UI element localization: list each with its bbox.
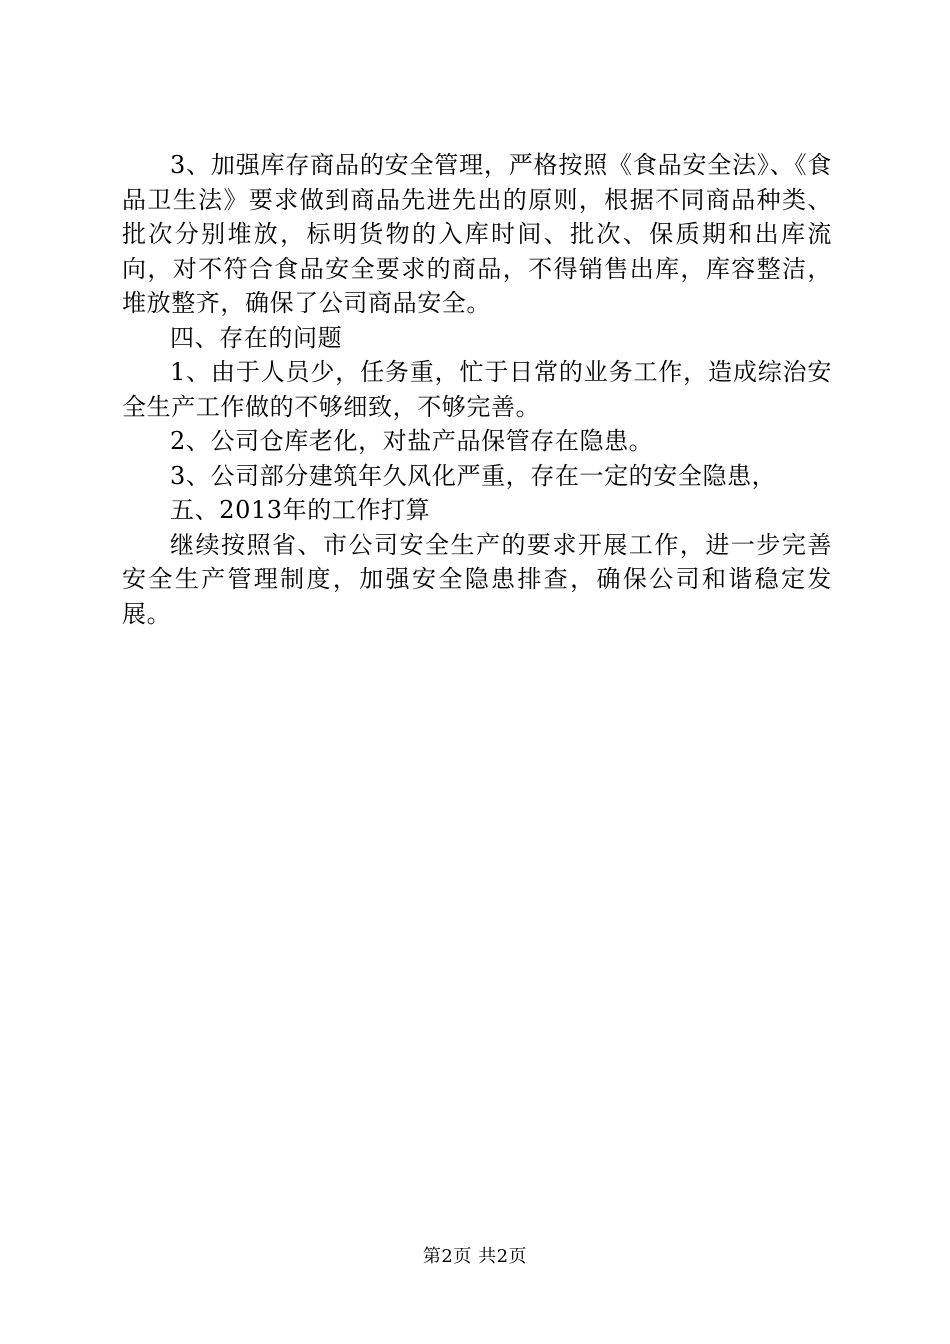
heading-work-plan: 五、2013年的工作打算 — [170, 496, 431, 524]
page-number-footer: 第2页 共2页 — [422, 1246, 528, 1267]
heading-existing-problems: 四、存在的问题 — [170, 323, 343, 352]
document-body — [122, 148, 832, 631]
paragraph-storage-safety: 3、加强库存商品的安全管理，严格按照《食品安全法》、《食品卫生法》要求做到商品先进先出的原则，根据不同商品种类、批次分别堆放，标明货物的入库时间、批次、保质期和出库流向，对不符合食品安全要求的商品，不得销售出库，库容整洁，堆放整齐，确保了公司商品安全。 — [122, 151, 832, 317]
paragraph-problem-3: 3、公司部分建筑年久风化严重，存在一定的安全隐患， — [170, 461, 777, 490]
paragraph-problem-2: 2、公司仓库老化，对盐产品保管存在隐患。 — [170, 427, 654, 455]
paragraph-work-plan: 继续按照省、市公司安全生产的要求开展工作，进一步完善安全生产管理制度，加强安全隐患排查，确保公司和谐稳定发展。 — [122, 530, 832, 628]
paragraph-problem-1: 1、由于人员少，任务重，忙于日常的业务工作，造成综治安全生产工作做的不够细致，不够完善。 — [122, 358, 832, 421]
